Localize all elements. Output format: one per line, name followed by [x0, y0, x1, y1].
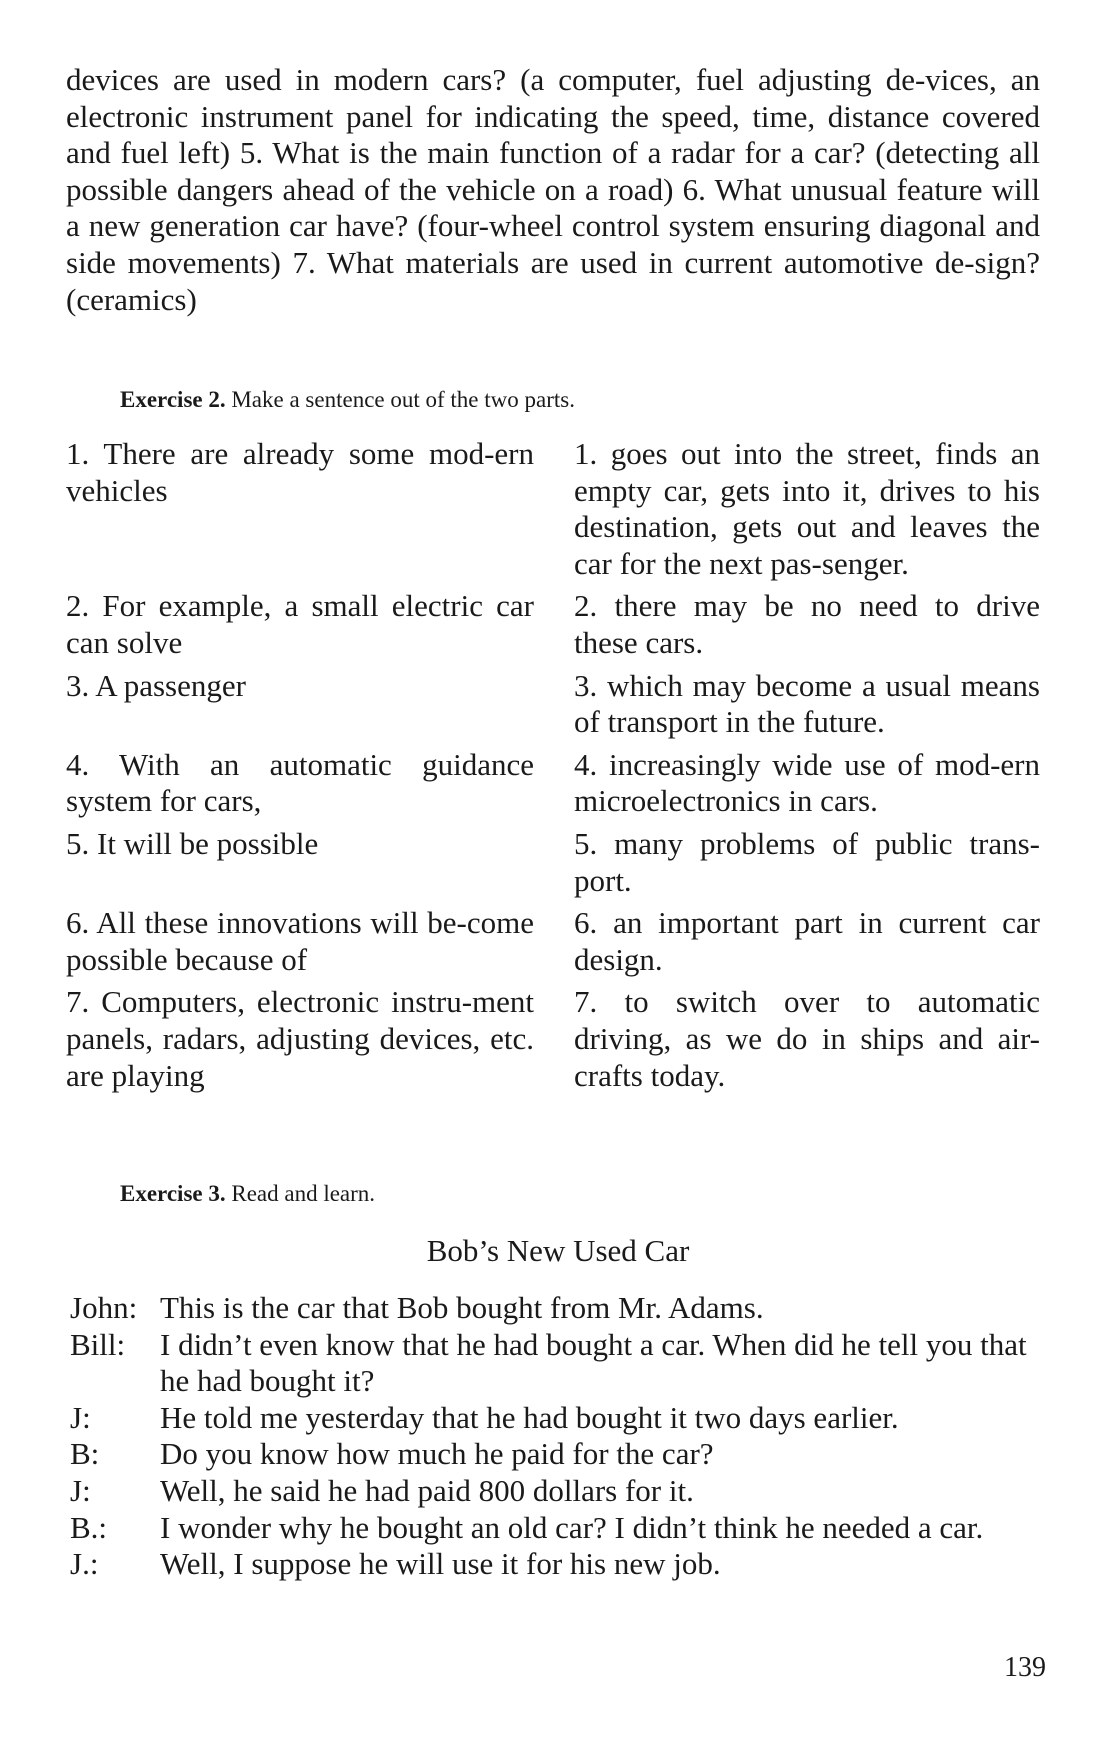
- speaker: B.:: [70, 1509, 108, 1545]
- speaker: John:: [70, 1290, 138, 1325]
- dialogue-line: [70, 1436, 1050, 1473]
- dialogue: [70, 1290, 1050, 1583]
- speech: He told me yesterday that he had bought it two days earlier.: [160, 1399, 899, 1435]
- sentence-start: 1. There are already some mod-ern vehicles: [66, 436, 534, 508]
- speaker: B:: [70, 1436, 100, 1472]
- matching-table: [66, 436, 1040, 1100]
- matching-row: [66, 905, 1040, 978]
- speaker: J.:: [70, 1546, 99, 1582]
- exercise-3-label: Exercise 3.: [120, 1181, 226, 1206]
- sentence-end: 6. an important part in current car design.: [574, 905, 1040, 977]
- speaker: J:: [70, 1399, 91, 1435]
- sentence-start: 7. Computers, electronic instru-ment panels, radars, adjusting devices, etc. are playing: [66, 984, 534, 1093]
- dialogue-line: [70, 1327, 1050, 1400]
- speech: Do you know how much he paid for the car?: [160, 1436, 714, 1472]
- matching-row: [66, 668, 1040, 741]
- speaker: Bill:: [70, 1326, 126, 1362]
- speech: Well, he said he had paid 800 dollars for it.: [160, 1472, 694, 1508]
- exercise-2-heading: [120, 386, 575, 414]
- page-number: 139: [1004, 1652, 1046, 1683]
- matching-row: [66, 588, 1040, 661]
- matching-row: [66, 826, 1040, 899]
- sentence-start: 4. With an automatic guidance system for cars,: [66, 746, 534, 819]
- dialogue-line: [70, 1473, 1050, 1510]
- sentence-start: 6. All these innovations will be-come possible because of: [66, 905, 534, 977]
- speaker: J:: [70, 1472, 91, 1508]
- exercise-2-instruction: Make a sentence out of the two parts.: [231, 387, 575, 412]
- matching-row: [66, 984, 1040, 1094]
- speech: I wonder why he bought an old car? I didn’t think he needed a car.: [160, 1509, 984, 1545]
- sentence-start: 2. For example, a small electric car can solve: [66, 588, 534, 660]
- matching-row: [66, 436, 1040, 582]
- dialogue-line: [70, 1400, 1050, 1437]
- sentence-end: 3. which may become a usual means of transport in the future.: [574, 667, 1040, 740]
- sentence-start: 3. A passenger: [66, 667, 246, 703]
- sentence-end: 1. goes out into the street, finds an empty car, gets into it, drives to his destination, gets out and leaves the car for the next pas-senger.: [574, 436, 1040, 581]
- intro-paragraph: devices are used in modern cars? (a computer, fuel adjusting de-vices, an electronic instrument panel for indicating the speed, time, distance covered and fuel left) 5. What is the main function of a radar for a car? (detecting all possible dangers ahead of the vehicle on a road) 6. What unusual feature will a new generation car have? (four-wheel control system ensuring diagonal and side movements) 7. What materials are used in current automotive de-sign? (ceramics): [66, 62, 1040, 317]
- dialogue-line: [70, 1546, 1050, 1583]
- exercise-3-instruction: Read and learn.: [231, 1181, 376, 1206]
- sentence-end: 2. there may be no need to drive these cars.: [574, 588, 1040, 660]
- sentence-start: 5. It will be possible: [66, 825, 319, 861]
- story-title: Bob’s New Used Car: [426, 1233, 690, 1268]
- sentence-end: 5. many problems of public trans-port.: [574, 825, 1040, 898]
- speech: Well, I suppose he will use it for his new job.: [160, 1546, 721, 1582]
- exercise-3-heading: [120, 1180, 375, 1208]
- speech: This is the car that Bob bought from Mr. Adams.: [160, 1290, 764, 1325]
- sentence-end: 4. increasingly wide use of mod-ern microelectronics in cars.: [574, 746, 1040, 819]
- matching-row: [66, 747, 1040, 820]
- speech: I didn’t even know that he had bought a car. When did he tell you that he had bought it?: [160, 1326, 1027, 1399]
- exercise-2-label: Exercise 2.: [120, 387, 226, 412]
- dialogue-line: [70, 1290, 1050, 1327]
- sentence-end: 7. to switch over to automatic driving, as we do in ships and air-crafts today.: [574, 984, 1040, 1093]
- dialogue-line: [70, 1510, 1050, 1547]
